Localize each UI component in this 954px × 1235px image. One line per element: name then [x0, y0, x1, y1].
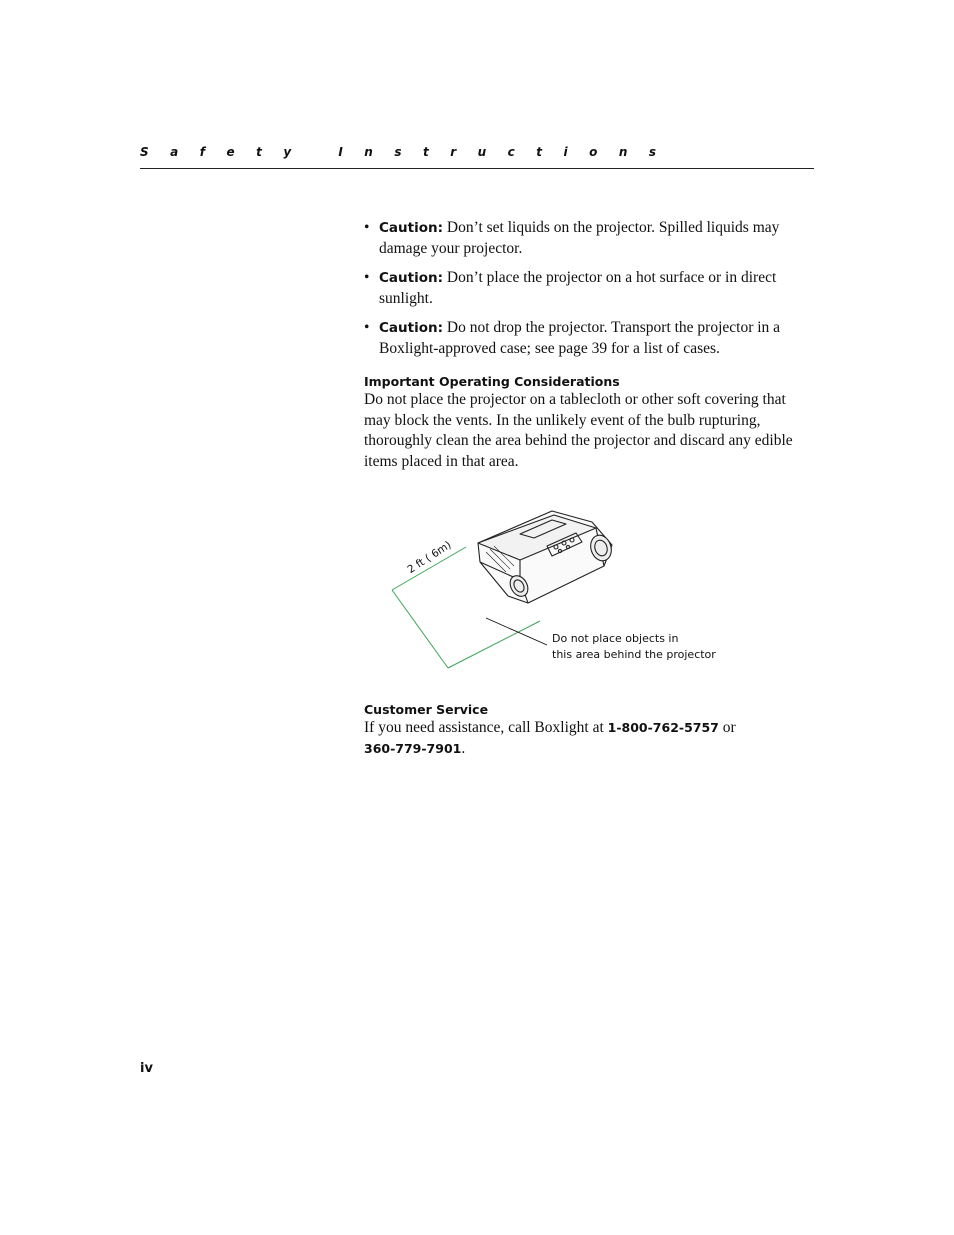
figure-callout-line2: this area behind the projector	[552, 647, 716, 661]
phone-number-primary: 1-800-762-5757	[607, 720, 719, 735]
customer-service-text-before: If you need assistance, call Boxlight at	[364, 719, 608, 736]
bullet-icon: •	[364, 219, 370, 236]
clearance-dimension-label: 2 ft ( 6m)	[405, 539, 454, 576]
caution-item-drop	[364, 318, 816, 359]
bullet-icon: •	[364, 319, 370, 336]
operating-considerations-heading: Important Operating Considerations	[364, 374, 620, 389]
caution-text: Do not drop the projector. Transport the projector in a Boxlight-approved case; see page 39 for a list of cases.	[379, 319, 781, 357]
page-number: iv	[140, 1061, 153, 1076]
phone-number-secondary: 360-779-7901	[364, 740, 462, 756]
customer-service-text-after: .	[461, 739, 466, 757]
caution-text: Don’t set liquids on the projector. Spilled liquids may damage your projector.	[379, 219, 780, 257]
caution-text: Don’t place the projector on a hot surface or in direct sunlight.	[379, 269, 777, 307]
figure-callout-line1: Do not place objects in	[552, 632, 679, 645]
figure-callout	[552, 631, 716, 662]
running-header: Safety Instructions	[140, 145, 678, 159]
main-content	[364, 218, 816, 472]
caution-item-hot-surface	[364, 268, 816, 309]
projector-drawing	[478, 511, 615, 603]
bullet-icon: •	[364, 269, 370, 286]
customer-service-body	[364, 718, 816, 759]
operating-considerations-body: Do not place the projector on a tablecloth or other soft covering that may block the vents. In the unlikely event of the bulb rupturing, thoroughly clean the area behind the projector and discard any edible items placed in that area.	[364, 391, 793, 470]
customer-service-section	[364, 702, 816, 759]
caution-item-liquids	[364, 218, 816, 259]
caution-label: Caution:	[379, 320, 443, 336]
customer-service-heading: Customer Service	[364, 702, 489, 717]
customer-service-text-middle: or	[718, 719, 736, 736]
caution-label: Caution:	[379, 270, 443, 286]
caution-list	[364, 218, 816, 359]
caution-label: Caution:	[379, 220, 443, 236]
header-rule	[140, 168, 814, 169]
